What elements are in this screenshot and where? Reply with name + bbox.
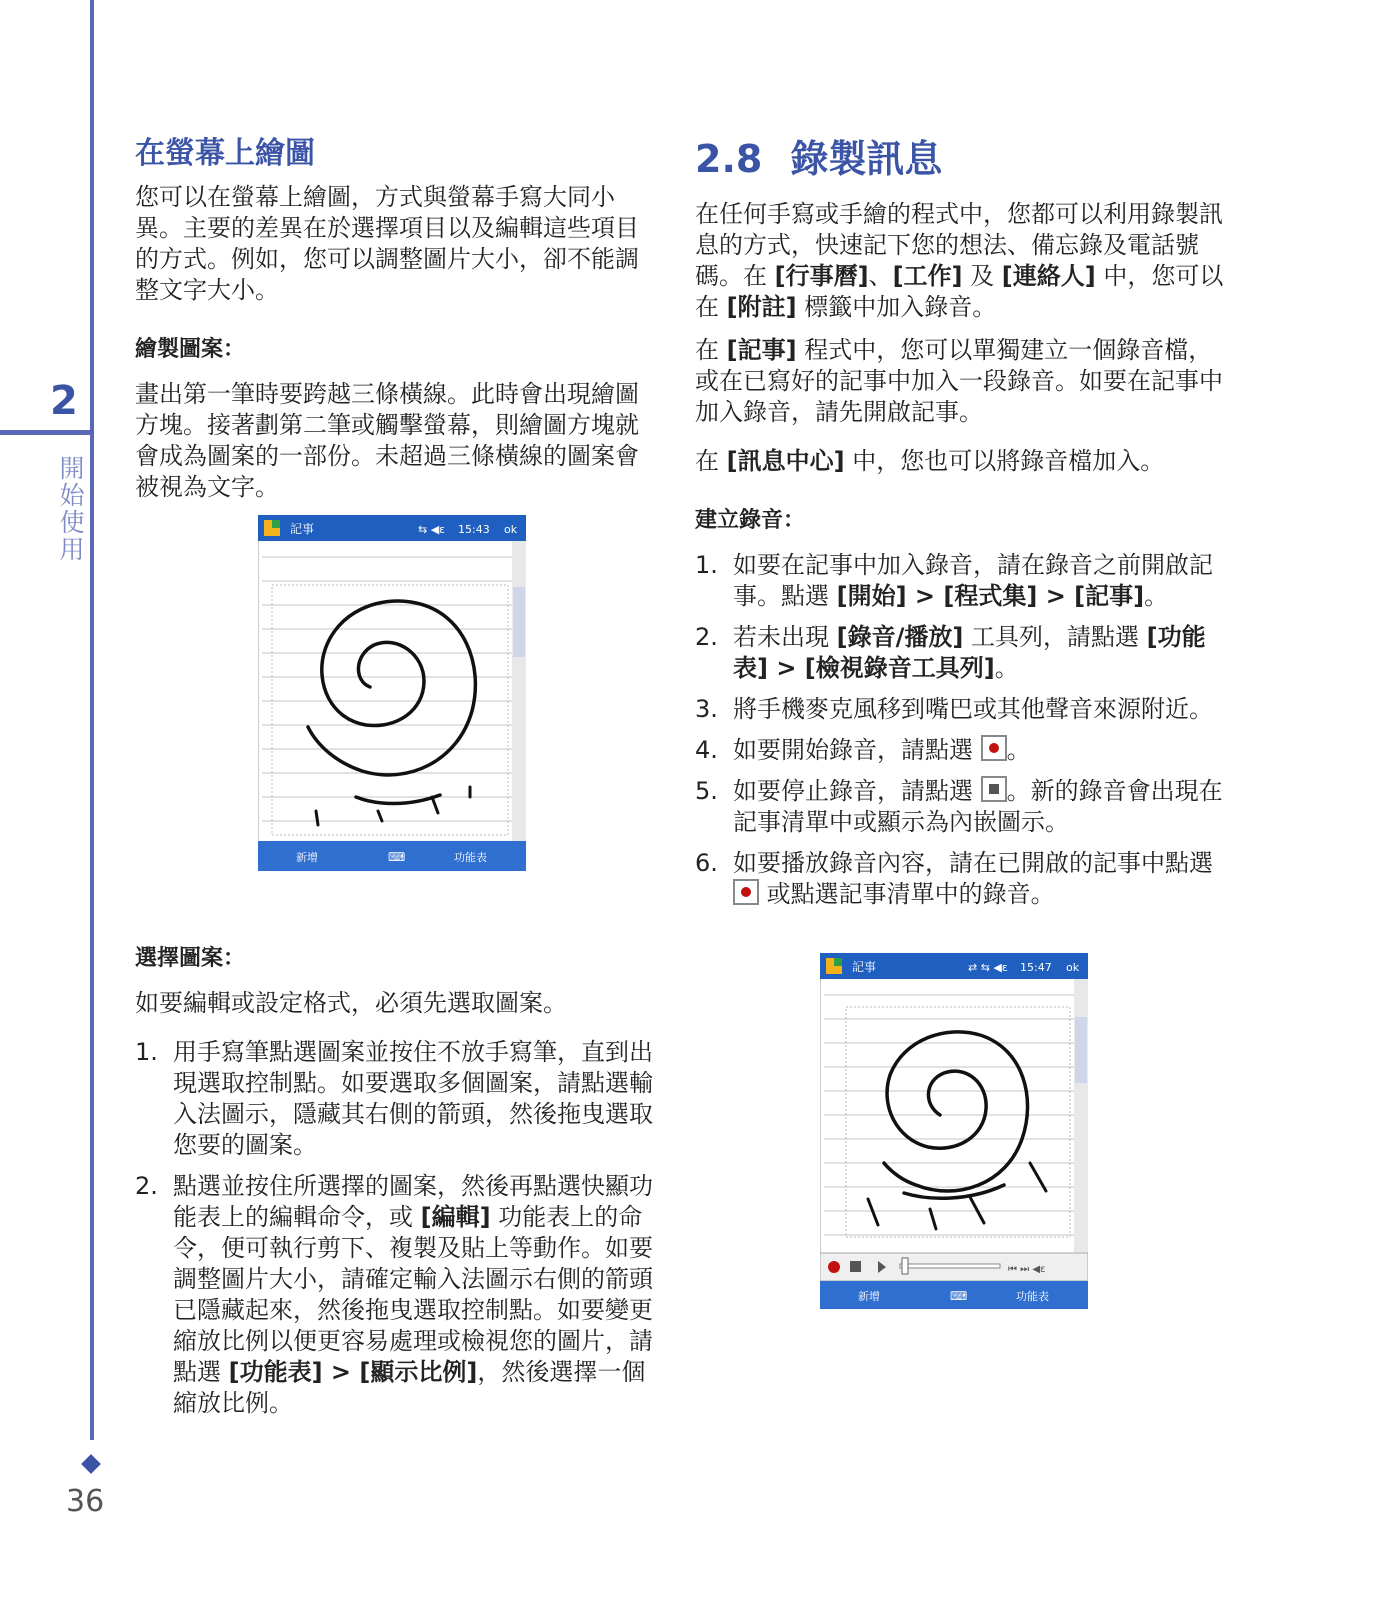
clock: 15:47 [1020,961,1052,974]
list-item [135,1037,655,1161]
section-title: 錄製訊息 [790,137,943,181]
list-item: 3. 將手機麥克風移到嘴巴或其他聲音來源附近。 [695,695,1213,723]
record-icon [733,879,759,905]
progress-track[interactable] [900,1264,1000,1268]
list-item: 5. 如要停止錄音，請點選 。新的錄音會出現在記事清單中或顯示為內嵌圖示。 [695,777,1223,836]
section-heading [695,128,1225,183]
step-text: 用手寫筆點選圖案並按住不放手寫筆，直到出現選取控制點。如要選取多個圖案，請點選輸入法圖示，隱藏其右側的箭頭，然後拖曳選取您要的圖案。 [173,1038,653,1159]
window-title: 記事 [290,522,315,536]
list-item: 4. 如要開始錄音，請點選 。 [695,736,1031,764]
record-icon [981,735,1007,761]
chapter-number: 2 [50,378,78,424]
record-inbox-text: 在 [訊息中心] 中，您也可以將錄音檔加入。 [695,447,1165,475]
left-intro: 您可以在螢幕上繪圖，方式與螢幕手寫大同小異。主要的差異在於選擇項目以及編輯這些項目的方式。例如，您可以調整圖片大小，卻不能調整文字大小。 [135,183,639,304]
clock: 15:43 [458,523,490,536]
diamond-icon [81,1454,101,1474]
step-text: 點選並按住所選擇的圖案，然後再點選快顯功能表上的編輯命令，或 [173,1172,653,1231]
menu-button[interactable]: 功能表 [454,851,487,864]
create-recording-heading: 建立錄音： [695,508,806,533]
right-column [695,128,1225,920]
record-notes-text: 在 [記事] 程式中，您可以單獨建立一個錄音檔，或在已寫好的記事中加入一段錄音。如要在記事中加入錄音，請先開啟記事。 [695,336,1223,426]
select-steps [135,1037,655,1419]
step-bold: [編輯] [420,1203,491,1231]
record-steps [695,550,1225,910]
menu-new-button[interactable]: 新增 [858,1290,880,1303]
keyboard-icon[interactable]: ⌨ [388,850,406,864]
notes-screenshot-drawing [258,515,526,871]
keyboard-icon[interactable]: ⌨ [950,1289,968,1303]
sidebar-chapter-rule [0,430,92,435]
step-text: 功能表上的命令，便可執行剪下、複製及貼上等動作。如要調整圖片大小，請確定輸入法圖示右側的箭頭已隱藏起來，然後拖曳選取控制點。如要變更縮放比例以便更容易處理或檢視您的圖片，請點選 [173,1203,653,1386]
step-number: 2. [135,1172,158,1200]
step-bold: [功能表] > [顯示比例] [228,1358,478,1386]
list-item: 1. 如要在記事中加入錄音，請在錄音之前開啟記事。點選 [開始] > [程式集] > [記事]。 [695,551,1213,610]
stop-icon[interactable] [850,1261,861,1272]
menu-button[interactable]: 功能表 [1016,1290,1049,1303]
status-icons: ⇄ ⇆ ◀ε [968,961,1008,974]
select-intro: 如要編輯或設定格式，必須先選取圖案。 [135,989,567,1017]
record-intro: 在任何手寫或手繪的程式中，您都可以利用錄製訊息的方式，快速記下您的想法、備忘錄及電話號碼。在 [行事曆]、[工作] 及 [連絡人] 中，您可以在 [附註] 標籤中加入錄音。 [695,200,1224,321]
list-item: 6. 如要播放錄音內容，請在已開啟的記事中點選 或點選記事清單中的錄音。 [695,849,1213,908]
skip-icons[interactable]: ⏮ ⏭ ◀ε [1008,1264,1046,1275]
ok-button[interactable]: ok [504,523,518,536]
select-heading: 選擇圖案： [135,946,246,971]
menu-new-button[interactable]: 新增 [296,851,318,864]
section-number: 2.8 [695,137,763,181]
stop-icon [981,776,1007,802]
step-text: ，然後選擇一個縮放比例。 [173,1358,646,1417]
record-icon[interactable] [828,1261,840,1273]
notes-screenshot-recording [820,953,1088,1309]
window-title: 記事 [852,960,877,974]
sidebar-vertical-rule [90,0,94,1440]
list-item [135,1171,655,1419]
left-heading: 在螢幕上繪圖 [135,136,315,171]
ok-button[interactable]: ok [1066,961,1080,974]
draw-heading: 繪製圖案： [135,337,246,362]
chapter-title: 開始使用 [56,455,85,563]
status-icons: ⇆ ◀ε [418,523,446,536]
progress-handle[interactable] [902,1258,908,1274]
draw-text: 畫出第一筆時要跨越三條橫線。此時會出現繪圖方塊。接著劃第二筆或觸擊螢幕，則繪圖方塊就會成為圖案的一部份。未超過三條橫線的圖案會被視為文字。 [135,380,639,501]
step-number: 1. [135,1038,158,1066]
page-number: 36 [66,1484,105,1519]
scrollbar[interactable] [512,541,526,841]
list-item: 2. 若未出現 [錄音/播放] 工具列，請點選 [功能表] > [檢視錄音工具列]。 [695,623,1206,682]
